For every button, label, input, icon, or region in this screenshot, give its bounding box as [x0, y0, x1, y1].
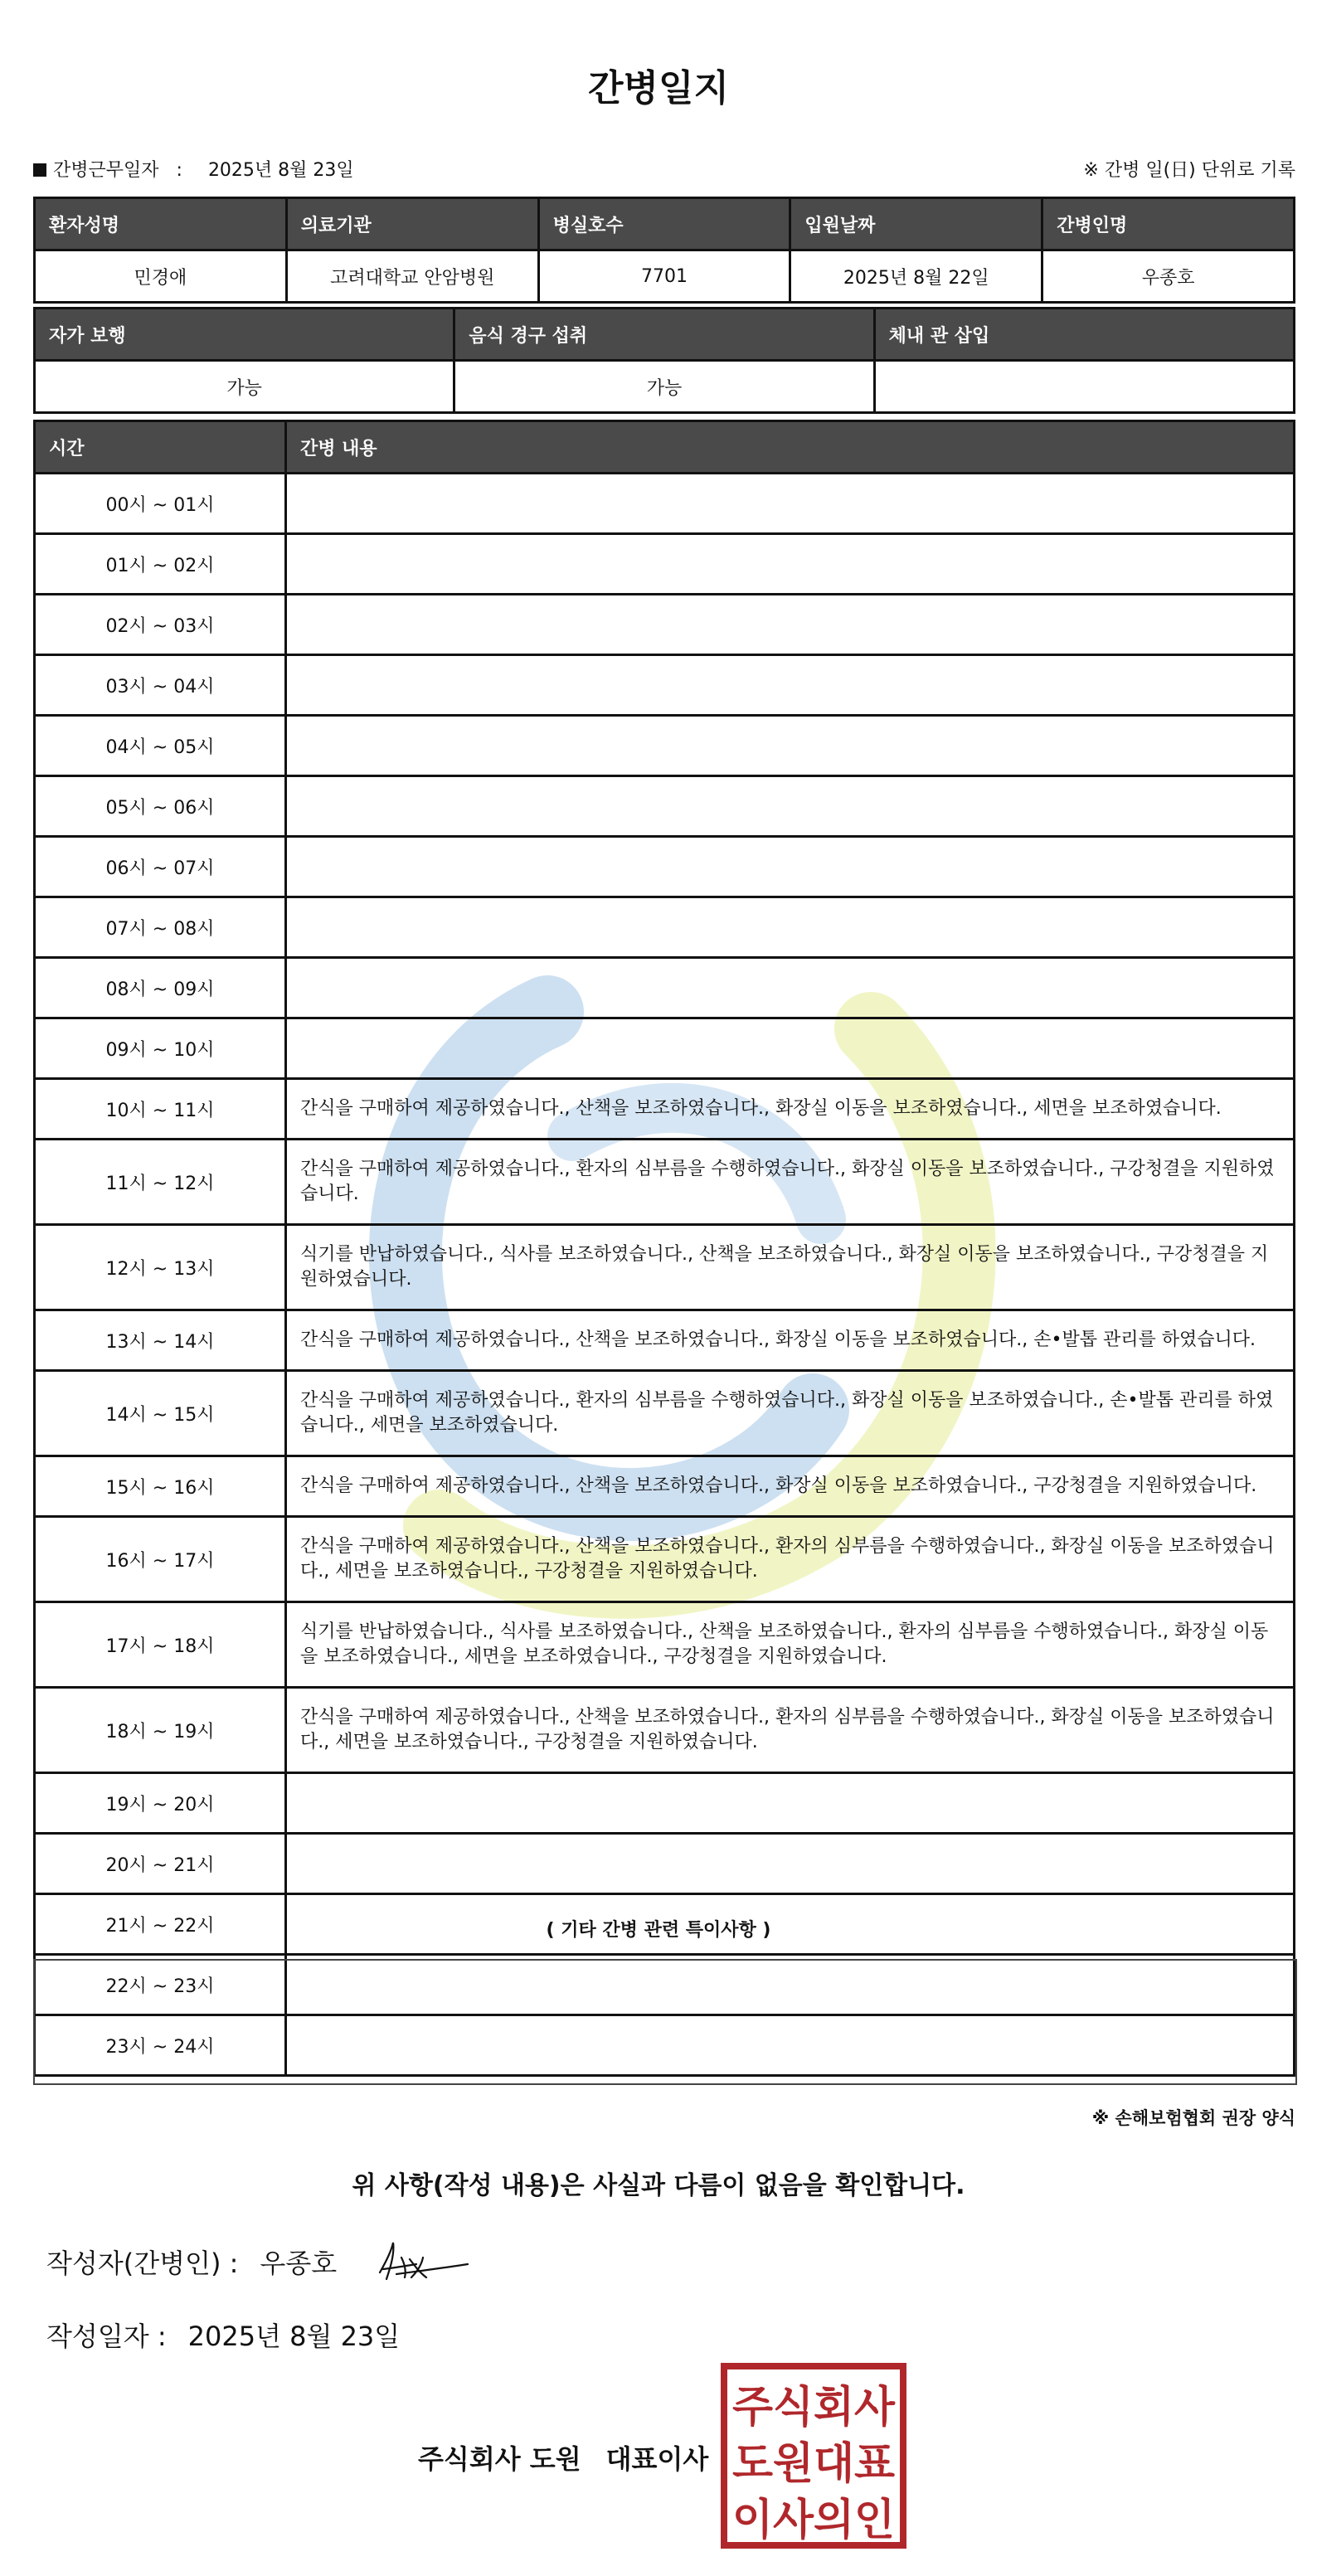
- log-content: [286, 595, 1295, 655]
- log-time: 14시 ~ 15시: [35, 1371, 286, 1456]
- oral-intake-value: 가능: [454, 361, 874, 413]
- log-content: [286, 474, 1295, 534]
- log-row: [35, 1018, 1295, 1079]
- log-row: [35, 1225, 1295, 1310]
- log-time: 07시 ~ 08시: [35, 897, 286, 958]
- log-time: 09시 ~ 10시: [35, 1018, 286, 1079]
- signature-image: [372, 2236, 471, 2287]
- log-content: [286, 958, 1295, 1018]
- log-time: 03시 ~ 04시: [35, 655, 286, 716]
- log-content: [286, 1773, 1295, 1834]
- log-row: [35, 958, 1295, 1018]
- caregiver-name-value: 우종호: [1042, 250, 1295, 303]
- log-row: [35, 1371, 1295, 1456]
- log-row: [35, 776, 1295, 837]
- stamp-line: 주식회사: [732, 2383, 896, 2433]
- time-header: 시간: [35, 421, 286, 474]
- log-content: 간식을 구매하여 제공하였습니다., 산책을 보조하였습니다., 화장실 이동을 보조하였습니다., 구강청결을 지원하였습니다.: [286, 1456, 1295, 1517]
- log-content: 식기를 반납하였습니다., 식사를 보조하였습니다., 산책을 보조하였습니다., 환자의 심부름을 수행하였습니다., 화장실 이동을 보조하였습니다., 세면을 보조하였습니다., 구강청결을 지원하였습니다.: [286, 1602, 1295, 1688]
- log-row: [35, 716, 1295, 776]
- patient-name-value: 민경애: [35, 250, 287, 303]
- notes-title: ( 기타 간병 관련 특이사항 ): [546, 1920, 771, 1941]
- log-time: 05시 ~ 06시: [35, 776, 286, 837]
- log-content: 간식을 구매하여 제공하였습니다., 산책을 보조하였습니다., 화장실 이동을 보조하였습니다., 세면을 보조하였습니다.: [286, 1079, 1295, 1140]
- written-date-line: [46, 2316, 400, 2354]
- log-time: 22시 ~ 23시: [35, 1955, 286, 2015]
- log-row: [35, 1140, 1295, 1225]
- oral-intake-header: 음식 경구 섭취: [454, 309, 874, 361]
- log-row: [35, 1773, 1295, 1834]
- log-row: [35, 1602, 1295, 1688]
- log-row: [35, 1310, 1295, 1371]
- log-time: 21시 ~ 22시: [35, 1894, 286, 1955]
- log-content: [286, 1834, 1295, 1894]
- log-time: 11시 ~ 12시: [35, 1140, 286, 1225]
- company-name: 주식회사 도원: [418, 2443, 581, 2475]
- log-time: 00시 ~ 01시: [35, 474, 286, 534]
- log-time: 08시 ~ 09시: [35, 958, 286, 1018]
- log-row: [35, 1079, 1295, 1140]
- log-row: [35, 897, 1295, 958]
- patient-status-table: [33, 307, 1295, 414]
- writer-line: [46, 2243, 337, 2281]
- hospital-value: 고려대학교 안암병원: [286, 250, 538, 303]
- self-walking-value: 가능: [35, 361, 454, 413]
- log-content: 간식을 구매하여 제공하였습니다., 환자의 심부름을 수행하였습니다., 화장실 이동을 보조하였습니다., 구강청결을 지원하였습니다.: [286, 1140, 1295, 1225]
- document-title: 간병일지: [587, 67, 729, 109]
- log-time: 16시 ~ 17시: [35, 1517, 286, 1602]
- log-row: [35, 837, 1295, 897]
- company-role: 대표이사: [605, 2443, 709, 2475]
- caregiver-name-header: 간병인명: [1042, 198, 1295, 250]
- log-content: 식기를 반납하였습니다., 식사를 보조하였습니다., 산책을 보조하였습니다., 화장실 이동을 보조하였습니다., 구강청결을 지원하였습니다.: [286, 1225, 1295, 1310]
- patient-info-table: [33, 197, 1295, 304]
- recommend-note: ※ 손해보험협회 권장 양식: [1091, 2108, 1295, 2128]
- hospital-header: 의료기관: [286, 198, 538, 250]
- log-row: [35, 1456, 1295, 1517]
- room-number-header: 병실호수: [538, 198, 790, 250]
- log-content: [286, 534, 1295, 595]
- self-walking-header: 자가 보행: [35, 309, 454, 361]
- log-content: [286, 776, 1295, 837]
- log-time: 01시 ~ 02시: [35, 534, 286, 595]
- written-date-value: 2025년 8월 23일: [187, 2321, 401, 2352]
- log-time: 18시 ~ 19시: [35, 1688, 286, 1773]
- log-content: [286, 837, 1295, 897]
- log-row: [35, 595, 1295, 655]
- log-content: 간식을 구매하여 제공하였습니다., 환자의 심부름을 수행하였습니다., 화장실 이동을 보조하였습니다., 손•발톱 관리를 하였습니다., 세면을 보조하였습니다.: [286, 1371, 1295, 1456]
- log-time: 06시 ~ 07시: [35, 837, 286, 897]
- log-content: 간식을 구매하여 제공하였습니다., 산책을 보조하였습니다., 화장실 이동을 보조하였습니다., 손•발톱 관리를 하였습니다.: [286, 1310, 1295, 1371]
- confirm-statement: 위 사항(작성 내용)은 사실과 다름이 없음을 확인합니다.: [352, 2171, 965, 2200]
- log-time: 02시 ~ 03시: [35, 595, 286, 655]
- stamp-line: 도원대표: [732, 2439, 895, 2489]
- log-time: 23시 ~ 24시: [35, 2015, 286, 2076]
- work-date-value: 2025년 8월 23일: [207, 160, 354, 181]
- log-content: 간식을 구매하여 제공하였습니다., 산책을 보조하였습니다., 환자의 심부름을 수행하였습니다., 화장실 이동을 보조하였습니다., 세면을 보조하였습니다., 구강청결을 지원하였습니다.: [286, 1688, 1295, 1773]
- log-row: [35, 1688, 1295, 1773]
- room-number-value: 7701: [538, 250, 790, 303]
- log-row: [35, 534, 1295, 595]
- writer-name: 우종호: [260, 2248, 338, 2279]
- log-time: 19시 ~ 20시: [35, 1773, 286, 1834]
- log-row: [35, 1834, 1295, 1894]
- patient-name-header: 환자성명: [35, 198, 287, 250]
- work-date-line: [33, 156, 354, 182]
- tube-insertion-value: [874, 361, 1294, 413]
- written-date-label: 작성일자 :: [46, 2321, 167, 2352]
- log-content: 간식을 구매하여 제공하였습니다., 산책을 보조하였습니다., 환자의 심부름을 수행하였습니다., 화장실 이동을 보조하였습니다., 세면을 보조하였습니다., 구강청결을 지원하였습니다.: [286, 1517, 1295, 1602]
- log-row: [35, 474, 1295, 534]
- unit-note: ※ 간병 일(日) 단위로 기록: [1083, 160, 1295, 181]
- log-content: [286, 655, 1295, 716]
- admission-date-header: 입원날짜: [790, 198, 1042, 250]
- log-row: [35, 1517, 1295, 1602]
- log-time: 17시 ~ 18시: [35, 1602, 286, 1688]
- log-content: [286, 1018, 1295, 1079]
- notes-box: [33, 1959, 1297, 2085]
- care-log-table: [33, 420, 1295, 2077]
- square-bullet-icon: [33, 163, 46, 177]
- work-date-separator: :: [176, 160, 182, 181]
- care-content-header: 간병 내용: [286, 421, 1295, 474]
- log-time: 04시 ~ 05시: [35, 716, 286, 776]
- log-content: [286, 897, 1295, 958]
- log-row: [35, 655, 1295, 716]
- tube-insertion-header: 체내 관 삽입: [874, 309, 1294, 361]
- log-time: 13시 ~ 14시: [35, 1310, 286, 1371]
- log-time: 15시 ~ 16시: [35, 1456, 286, 1517]
- writer-label: 작성자(간병인) :: [46, 2248, 239, 2279]
- stamp-line: 이사의인: [732, 2496, 895, 2545]
- log-content: [286, 716, 1295, 776]
- log-time: 20시 ~ 21시: [35, 1834, 286, 1894]
- company-seal-stamp: [720, 2362, 907, 2549]
- log-time: 12시 ~ 13시: [35, 1225, 286, 1310]
- admission-date-value: 2025년 8월 22일: [790, 250, 1042, 303]
- log-time: 10시 ~ 11시: [35, 1079, 286, 1140]
- work-date-label: 간병근무일자: [53, 160, 159, 181]
- company-line: [418, 2438, 708, 2476]
